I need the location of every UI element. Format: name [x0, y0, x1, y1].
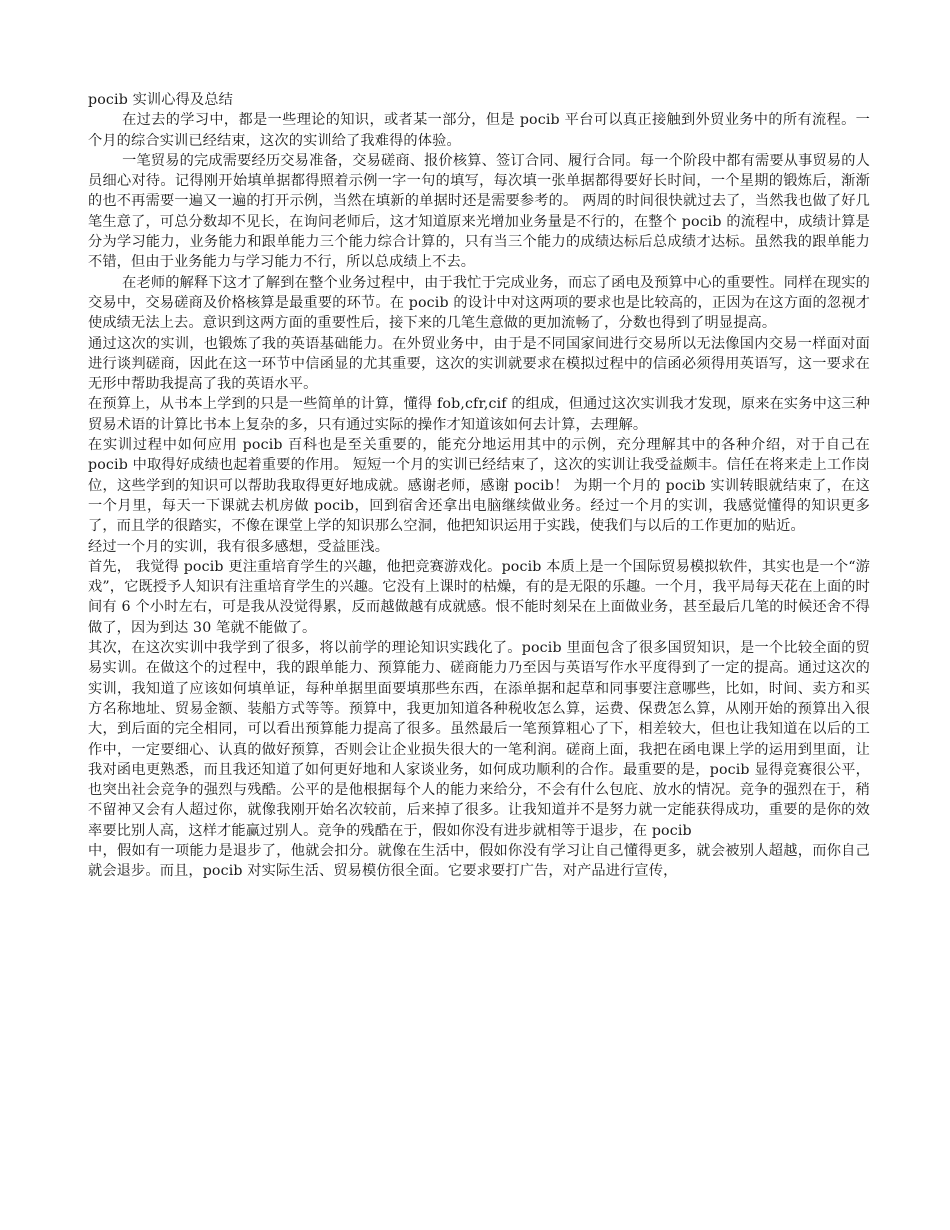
document-title: pocib 实训心得及总结: [88, 92, 233, 108]
paragraph-7: 经过一个月的实训，我有很多感想，受益匪浅。: [88, 538, 390, 555]
paragraph-9: 其次，在这次实训中我学到了很多，将以前学的理论知识实践化了。pocib 里面包含了很多国贸知识，是一个比较全面的贸易实训。在做这个的过程中，我的跟单能力、预算能力、磋商能力乃至因与英语写作水平度得到了一定的提高。通过这次的实训，我知道了应该如何填单证，每种单据里面要填那些东西，在添单据和起草和同事要注意哪些，比如，时间、卖方和买方名称地址、贸易金额、装船方式等等。预算中，我更加知道各种税收怎么算，运费、保费怎么算，从刚开始的预算出入很大，到后面的完全相同，可以看出预算能力提高了很多。虽然最后一笔预算粗心了下，相差较大，但也让我知道在以后的工作中，一定要细心、认真的做好预算，否则会让企业损失很大的一笔利润。磋商上面，我把在函电课上学的运用到里面，让我对函电更熟悉，而且我还知道了如何更好地和人家谈业务，如何成功顺利的合作。最重要的是，pocib 显得竞赛很公平，也突出社会竞争的强烈与残酷。公平的是他根据每个人的能力来给分，不会有什么包庇、放水的情况。竞争的强烈在于，稍不留神又会有人超过你，就像我刚开始名次较前，后来掉了很多。让我知道并不是努力就一定能获得成功，重要的是你的效率要比别人高，这样才能赢过别人。竞争的残酷在于，假如你没有进步就相等于退步，在 pocib: [88, 640, 870, 839]
paragraph-8: 首先， 我觉得 pocib 更注重培育学生的兴趣，他把竞赛游戏化。pocib 本质上是一个国际贸易模拟软件，其实也是一个“游戏”，它既授予人知识有注重培育学生的兴趣。它没有上课时的枯燥，有的是无限的乐趣。一个月，我平局每天花在上面的时间有 6 个小时左右，可是我从没觉得累，反而越做越有成就感。恨不能时刻呆在上面做业务，甚至最后几笔的时候还舍不得做了，因为到达 30 笔就不能做了。: [88, 558, 870, 636]
paragraph-5: 在预算上，从书本上学到的只是一些简单的计算，懂得 fob,cfr,cif 的组成，但通过这次实训我才发现，原来在实务中这三种贸易术语的计算比书本上复杂的多，只有通过实际的操作才知道该如何去计算，去理解。: [88, 396, 870, 433]
paragraph-6: 在实训过程中如何应用 pocib 百科也是至关重要的，能充分地运用其中的示例，充分理解其中的各种介绍，对于自己在 pocib 中取得好成绩也起着重要的作用。 短短一个月的实训已经结束了，这次的实训让我受益颇丰。信任在将来走上工作岗位，这些学到的知识可以帮助我取得更好地成就。感谢老师，感谢 pocib！ 为期一个月的 pocib 实训转眼就结束了，在这一个月里，每天一下课就去机房做 pocib，回到宿舍还拿出电脑继续做业务。经过一个月的实训，我感觉懂得的知识更多了，而且学的很踏实，不像在课堂上学的知识那么空洞，他把知识运用于实践，使我们与以后的工作更加的贴近。: [88, 437, 870, 535]
paragraph-10: 中，假如有一项能力是退步了，他就会扣分。就像在生活中，假如你没有学习让自己懂得更多，就会被别人超越，而你自己就会退步。而且，pocib 对实际生活、贸易模仿很全面。它要求要打广告，对产品进行宣传，: [88, 842, 870, 880]
paragraph-3: 在老师的解释下这才了解到在整个业务过程中，由于我忙于完成业务，而忘了函电及预算中心的重要性。同样在现实的交易中，交易磋商及价格核算是最重要的环节。在 pocib 的设计中对这两项的要求也是比较高的，正因为在这方面的忽视才使成绩无法上去。意识到这两方面的重要性后，接下来的几笔生意做的更加流畅了，分数也得到了明显提高。: [88, 274, 870, 332]
document-page: [88, 90, 870, 882]
paragraph-1: 在过去的学习中，都是一些理论的知识，或者某一部分，但是 pocib 平台可以真正接触到外贸业务中的所有流程。一个月的综合实训已经结束，这次的实训给了我难得的体验。: [88, 112, 870, 149]
paragraph-2: 一笔贸易的完成需要经历交易准备，交易磋商、报价核算、签订合同、履行合同。每一个阶段中都有需要从事贸易的人员细心对待。记得刚开始填单据都得照着示例一字一句的填写，每次填一张单据都得要好长时间，一个星期的锻炼后，渐渐的也不再需要一遍又一遍的打开示例，当然在填新的单据时还是需要参考的。 两周的时间很快就过去了，当然我也做了好几笔生意了，可总分数却不见长，在询问老师后，这才知道原来光增加业务量是不行的，在整个 pocib 的流程中，成绩计算是分为学习能力，业务能力和跟单能力三个能力综合计算的，只有当三个能力的成绩达标后总成绩才达标。虽然我的跟单能力不错，但由于业务能力与学习能力不行，所以总成绩上不去。: [88, 152, 870, 271]
paragraph-4: 通过这次的实训，也锻炼了我的英语基础能力。在外贸业务中，由于是不同国家间进行交易所以无法像国内交易一样面对面进行谈判磋商，因此在这一环节中信函显的尤其重要，这次的实训就要求在模拟过程中的信函必须得用英语写，这一要求在无形中帮助我提高了我的英语水平。: [88, 335, 870, 393]
